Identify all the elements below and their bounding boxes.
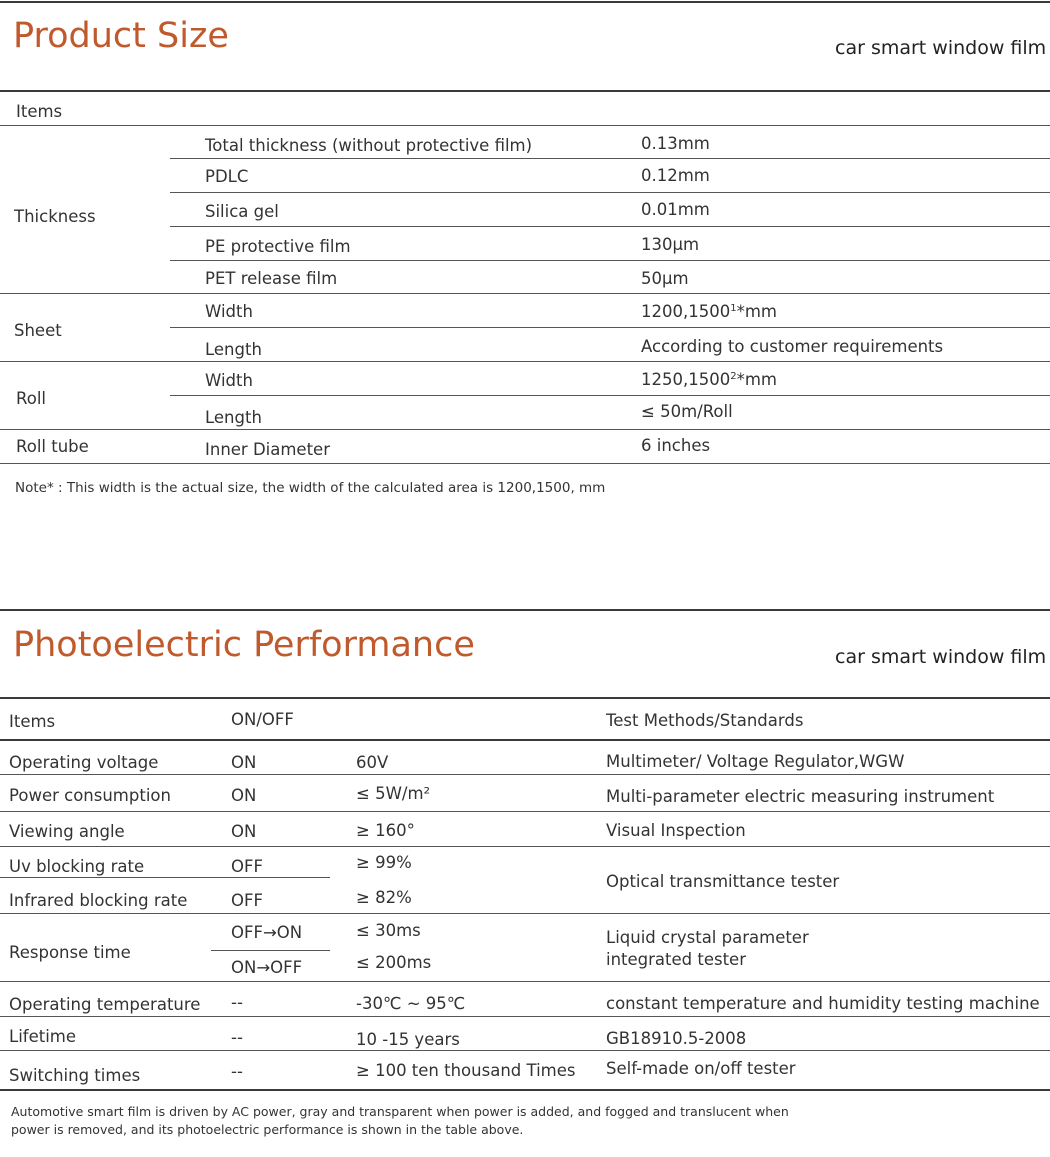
col-header-items: Items — [9, 712, 56, 731]
perf-value: ≤ 5W/m² — [356, 784, 431, 803]
item-label: Inner Diameter — [205, 440, 330, 459]
perf-value: ≤ 30ms — [356, 921, 421, 940]
perf-method: integrated tester — [606, 950, 746, 969]
photoelectric-title: Photoelectric Performance — [13, 625, 475, 665]
perf-method: GB18910.5-2008 — [606, 1029, 747, 1048]
perf-item: Operating voltage — [9, 753, 159, 772]
item-value: 0.13mm — [641, 134, 710, 153]
row-divider — [170, 395, 1050, 396]
product-size-title: Product Size — [13, 16, 229, 56]
perf-state: OFF — [231, 857, 263, 876]
perf-value: 10 -15 years — [356, 1030, 460, 1049]
item-value: ≤ 50m/Roll — [641, 402, 733, 421]
row-divider — [0, 429, 1050, 430]
perf-item: Power consumption — [9, 786, 171, 805]
item-label: Width — [205, 302, 253, 321]
item-label: PDLC — [205, 167, 249, 186]
item-label: Length — [205, 340, 262, 359]
row-divider — [0, 463, 1050, 464]
perf-method: Multi-parameter electric measuring instrument — [606, 787, 995, 806]
perf-method: constant temperature and humidity testing machine — [606, 994, 1040, 1013]
perf-item: Uv blocking rate — [9, 857, 145, 876]
perf-state: OFF — [231, 891, 263, 910]
row-divider — [170, 260, 1050, 261]
item-value: 1250,1500$^2$*mm — [641, 370, 778, 389]
item-value: According to customer requirements — [641, 337, 944, 356]
perf-item: Lifetime — [9, 1027, 77, 1046]
row-divider — [170, 226, 1050, 227]
top-rule — [0, 1, 1050, 3]
item-value: 50μm — [641, 269, 689, 288]
perf-item: Viewing angle — [9, 822, 125, 841]
group-sheet: Sheet — [14, 321, 62, 340]
item-label: Total thickness (without protective film) — [205, 136, 533, 155]
item-value: 6 inches — [641, 436, 711, 455]
perf-value: ≤ 200ms — [356, 953, 432, 972]
item-value: 1200,1500$^1$*mm — [641, 302, 778, 321]
row-divider — [0, 361, 1050, 362]
row-divider — [0, 739, 1050, 741]
perf-method: Liquid crystal parameter — [606, 928, 809, 947]
perf-state: ON→OFF — [231, 958, 303, 977]
row-divider — [0, 1016, 1050, 1017]
row-divider — [0, 774, 1050, 775]
row-divider — [170, 192, 1050, 193]
perf-method: Visual Inspection — [606, 821, 746, 840]
perf-item: Operating temperature — [9, 995, 201, 1014]
perf-value: ≥ 99% — [356, 853, 412, 872]
items-header: Items — [16, 102, 63, 121]
perf-value: 60V — [356, 753, 389, 772]
row-divider — [0, 293, 1050, 294]
row-divider — [0, 877, 330, 878]
col-header-methods: Test Methods/Standards — [606, 711, 804, 730]
perf-state: OFF→ON — [231, 923, 303, 942]
row-divider — [0, 1089, 1050, 1091]
item-label: Length — [205, 408, 262, 427]
row-divider — [0, 981, 1050, 982]
perf-value: -30℃ ~ 95℃ — [356, 994, 466, 1013]
item-label: Silica gel — [205, 202, 279, 221]
perf-item: Response time — [9, 943, 131, 962]
perf-item: Switching times — [9, 1066, 141, 1085]
footer-note-line2: power is removed, and its photoelectric performance is shown in the table above. — [11, 1122, 524, 1137]
perf-state: ON — [231, 822, 257, 841]
item-value: 0.12mm — [641, 166, 710, 185]
section-rule — [0, 609, 1050, 611]
perf-state: ON — [231, 786, 257, 805]
col-header-onoff: ON/OFF — [231, 710, 294, 729]
row-divider — [170, 158, 1050, 159]
perf-state: -- — [231, 1062, 243, 1081]
row-divider — [0, 811, 1050, 812]
row-divider — [0, 125, 1050, 126]
row-divider — [0, 1050, 1050, 1051]
perf-value: ≥ 100 ten thousand Times — [356, 1061, 576, 1080]
item-label: PET release film — [205, 269, 338, 288]
row-divider — [0, 913, 1050, 914]
photoelectric-header-rule — [0, 697, 1050, 699]
perf-value: ≥ 82% — [356, 888, 412, 907]
item-value: 0.01mm — [641, 200, 710, 219]
product-size-note: Note* : This width is the actual size, the width of the calculated area is 1200,1500, mm — [15, 480, 606, 496]
perf-method: Optical transmittance tester — [606, 872, 840, 891]
group-roll-tube: Roll tube — [16, 437, 89, 456]
perf-item: Infrared blocking rate — [9, 891, 188, 910]
row-divider — [0, 846, 1050, 847]
product-size-subtitle: car smart window film — [835, 37, 1047, 59]
item-label: PE protective film — [205, 237, 351, 256]
perf-state: -- — [231, 1028, 243, 1047]
footer-note-line1: Automotive smart film is driven by AC power, gray and transparent when power is added, and fogged and translucent when — [11, 1104, 789, 1119]
perf-method: Multimeter/ Voltage Regulator,WGW — [606, 752, 905, 771]
row-divider — [211, 950, 330, 951]
group-thickness: Thickness — [14, 207, 96, 226]
perf-value: ≥ 160° — [356, 821, 415, 840]
perf-method: Self-made on/off tester — [606, 1059, 796, 1078]
perf-state: ON — [231, 753, 257, 772]
photoelectric-subtitle: car smart window film — [835, 646, 1047, 668]
group-roll: Roll — [16, 389, 46, 408]
item-label: Width — [205, 371, 253, 390]
product-size-header-rule — [0, 90, 1050, 92]
perf-state: -- — [231, 993, 243, 1012]
row-divider — [170, 327, 1050, 328]
item-value: 130μm — [641, 235, 700, 254]
